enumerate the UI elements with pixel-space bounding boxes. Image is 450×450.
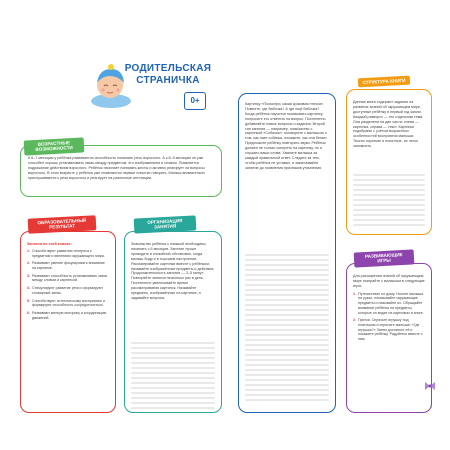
- abilities-tag: ВОЗРАСТНЫЕ ВОЗМОЖНОСТИ: [24, 137, 85, 155]
- page-number-left: 1: [20, 404, 23, 409]
- list-item: 2. Прятки. Спрячьте игрушку под платочком и спросите малыша: «Где игрушка?» Затем достаньте её и покажите ребёнку. Радуйтесь вместе с ним.: [353, 318, 423, 342]
- spread-page: [16, 35, 434, 415]
- organization-tag: ОРГАНИЗАЦИЯ ЗАНЯТИЯ: [134, 215, 197, 233]
- abilities-text: К 6–7 месяцам у ребёнка развивается способность понимать речь взрослого. А к 8–9 месяцам он уже способен хорошо устанавливать связь между предметом, его изображением и словом. Появляется подражание действиям взрослого. Ребёнок начинает понимать жесты и активно реагирует на вопросы взрослого. В этом возрасте у ребёнка уже появляются первые попытки говорить. Малыш внимательно прислушивается к речи взрослого и реагирует на различные интонации.: [28, 156, 205, 180]
- list-item: 2. Развивают умение фокусировать внимание на картинке.: [27, 261, 105, 271]
- middle-more-text: [245, 254, 329, 404]
- list-item: 1. Способствуют развитию интереса к предметам и явлениям окружающего мира.: [27, 248, 105, 258]
- list-item: 6. Развивают мелкую моторику и координацию движений.: [27, 310, 107, 320]
- games-box: [346, 263, 432, 413]
- games-intro: Для расширения знаний об окружающем мире поиграйте с малышом в следующие игры:: [353, 274, 425, 288]
- result-heading: Занятия по этой книжке:: [27, 242, 72, 246]
- age-rating-badge: 0+: [184, 92, 206, 110]
- result-box: [20, 231, 116, 413]
- structure-more-text: [353, 174, 425, 229]
- list-item: 3. Развивают способность устанавливать связь между словом и картинкой.: [27, 273, 108, 283]
- middle-text: Картинку «Посмотри, какая красивая птичка». Помните, где бабочка? А где ещё бабочка? Когда ребёнок научится показывать картинку, попросите его ответить на вопрос. Постепенно добавляйте новые вопросы и задания. Второй тип занятия — например, знакомство с картинкой «Собачка»: поговорите с малышом о том, как лает собачка, покажите, как она бегает. Предложите ребёнку повторить звуки. Ребёнок должен не только смотреть на картинку, но и слушать ваши слова. Хвалите малыша за каждый правильный ответ. Следите за тем, чтобы ребёнок не уставал, и заканчивайте занятие до появления признаков утомления.: [245, 102, 328, 170]
- result-list: [27, 249, 109, 320]
- organization-box: [124, 231, 222, 413]
- list-item: 4. Стимулируют развитие речи и формируют словарный запас.: [27, 286, 103, 295]
- structure-box: [346, 89, 432, 235]
- structure-tag: СТРУКТУРА КНИГИ: [358, 76, 410, 88]
- games-tag: РАЗВИВАЮЩИЕ ИГРЫ: [354, 249, 415, 267]
- bow-icon: [424, 381, 436, 391]
- page-number-right: 2: [429, 404, 432, 409]
- list-item: 1. Путешествие по дому. Носите малыша на руках, показывайте окружающие предметы и называйте их. Обращайте внимание ребёнка на предметы, которые он видит на картинках в книге.: [353, 291, 424, 315]
- list-item: 5. Способствуют эстетическому восприятию и формируют способность сосредоточиться.: [27, 298, 105, 308]
- page-title: РОДИТЕЛЬСКАЯ СТРАНИЧКА: [124, 63, 212, 86]
- result-tag: ОБРАЗОВАТЕЛЬНЫЙ РЕЗУЛЬТАТ: [28, 215, 97, 233]
- games-list: [353, 292, 425, 342]
- middle-box: [238, 93, 336, 413]
- organization-more-text: [131, 342, 215, 412]
- organization-text: Знакомство ребёнка с книжкой необходимо начинать с 6 месяцев. Занятие лучше проводить в спокойной обстановке, когда малыш бодр и в хорошем настроении. Рассматривайте картинки вместе с ребёнком, называйте изображённые предметы и действия. Продолжительность занятия — 3–5 минут. Повторяйте занятия несколько раз в день. Постепенно увеличивайте время рассматривания картинок. Называйте предметы, изображённые на картинке, и задавайте вопросы.: [131, 242, 215, 300]
- structure-text: Данная книга содержит задания на развитие знаний об окружающем мире, доступные ребёнку в первый год жизни. Каждый разворот — это отдельная тема. Она разделена на две части: слева — картинка, справа — текст. Картинки подобраны с учётом возрастных особенностей восприятия малыша. Тексты короткие и понятные, их легко запомнить.: [353, 100, 424, 149]
